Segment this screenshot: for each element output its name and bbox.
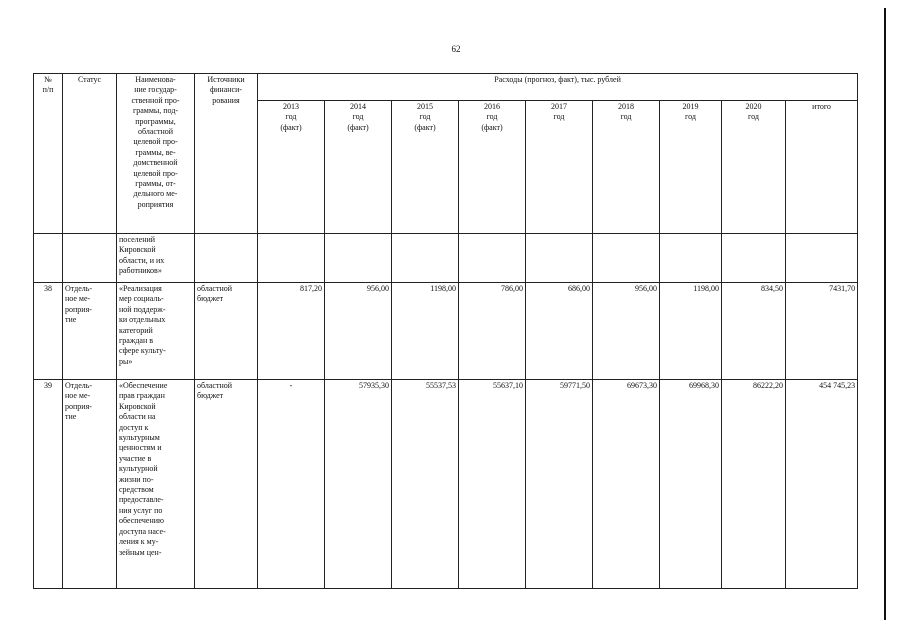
row-name: «Реализация мер социаль- ной поддерж- ки отдельных категорий граждан в сфере культу- ры» [117, 283, 195, 380]
row-value: - [258, 380, 325, 589]
header-num: № п/п [34, 74, 63, 234]
table-cell [325, 234, 392, 283]
header-expenses: Расходы (прогноз, факт), тыс. рублей [258, 74, 858, 101]
table-cell [258, 234, 325, 283]
row-value: 786,00 [459, 283, 526, 380]
row-total: 7431,70 [786, 283, 858, 380]
row-value: 817,20 [258, 283, 325, 380]
table-cell [392, 234, 459, 283]
row-value: 86222,20 [722, 380, 786, 589]
row-num: 38 [34, 283, 63, 380]
row-source: областной бюджет [195, 380, 258, 589]
header-year: 2020 год [722, 101, 786, 234]
table-row [34, 283, 858, 380]
page-number: 62 [451, 44, 461, 54]
row-value: 956,00 [593, 283, 660, 380]
row-value: 69673,30 [593, 380, 660, 589]
header-total: итого [786, 101, 858, 234]
header-source: Источники финанси- рования [195, 74, 258, 234]
row-value: 956,00 [325, 283, 392, 380]
header-year: 2017 год [526, 101, 593, 234]
row-num: 39 [34, 380, 63, 589]
row-value: 55537,53 [392, 380, 459, 589]
scan-edge-line [884, 8, 886, 620]
row-value: 57935,30 [325, 380, 392, 589]
row-value: 59771,50 [526, 380, 593, 589]
table-row [34, 380, 858, 589]
row-value: 1198,00 [660, 283, 722, 380]
row-status: Отдель- ное ме- роприя- тие [63, 283, 117, 380]
continuation-row [34, 234, 858, 283]
table-cell [722, 234, 786, 283]
header-name: Наименова- ние государ- ственной про- граммы, под- программы, областной целевой про- граммы, ве- домственной целевой про- граммы, от- дельного ме- роприятия [117, 74, 195, 234]
row-total: 454 745,23 [786, 380, 858, 589]
row-status: Отдель- ное ме- роприя- тие [63, 380, 117, 589]
header-status: Статус [63, 74, 117, 234]
row-value: 1198,00 [392, 283, 459, 380]
table-cell [786, 234, 858, 283]
row-name: «Обеспечение прав граждан Кировской области на доступ к культурным ценностям и участие в культурной жизни по- средством предоставле- ния услуг по обеспечению доступа насе- ления к му- зейным цен- [117, 380, 195, 589]
row-value: 55637,10 [459, 380, 526, 589]
table-cell [34, 234, 63, 283]
budget-table [33, 73, 858, 589]
header-year: 2016 год (факт) [459, 101, 526, 234]
table-cell [63, 234, 117, 283]
row-value: 686,00 [526, 283, 593, 380]
header-row-1 [34, 74, 858, 101]
header-year: 2013 год (факт) [258, 101, 325, 234]
row-value: 69968,30 [660, 380, 722, 589]
row-value: 834,50 [722, 283, 786, 380]
table-cell [195, 234, 258, 283]
header-year: 2014 год (факт) [325, 101, 392, 234]
table-cell [660, 234, 722, 283]
table-cell [593, 234, 660, 283]
continuation-name: поселений Кировской области, и их работников» [117, 234, 195, 283]
header-year: 2015 год (факт) [392, 101, 459, 234]
table-cell [459, 234, 526, 283]
header-year: 2019 год [660, 101, 722, 234]
table-cell [526, 234, 593, 283]
row-source: областной бюджет [195, 283, 258, 380]
header-year: 2018 год [593, 101, 660, 234]
